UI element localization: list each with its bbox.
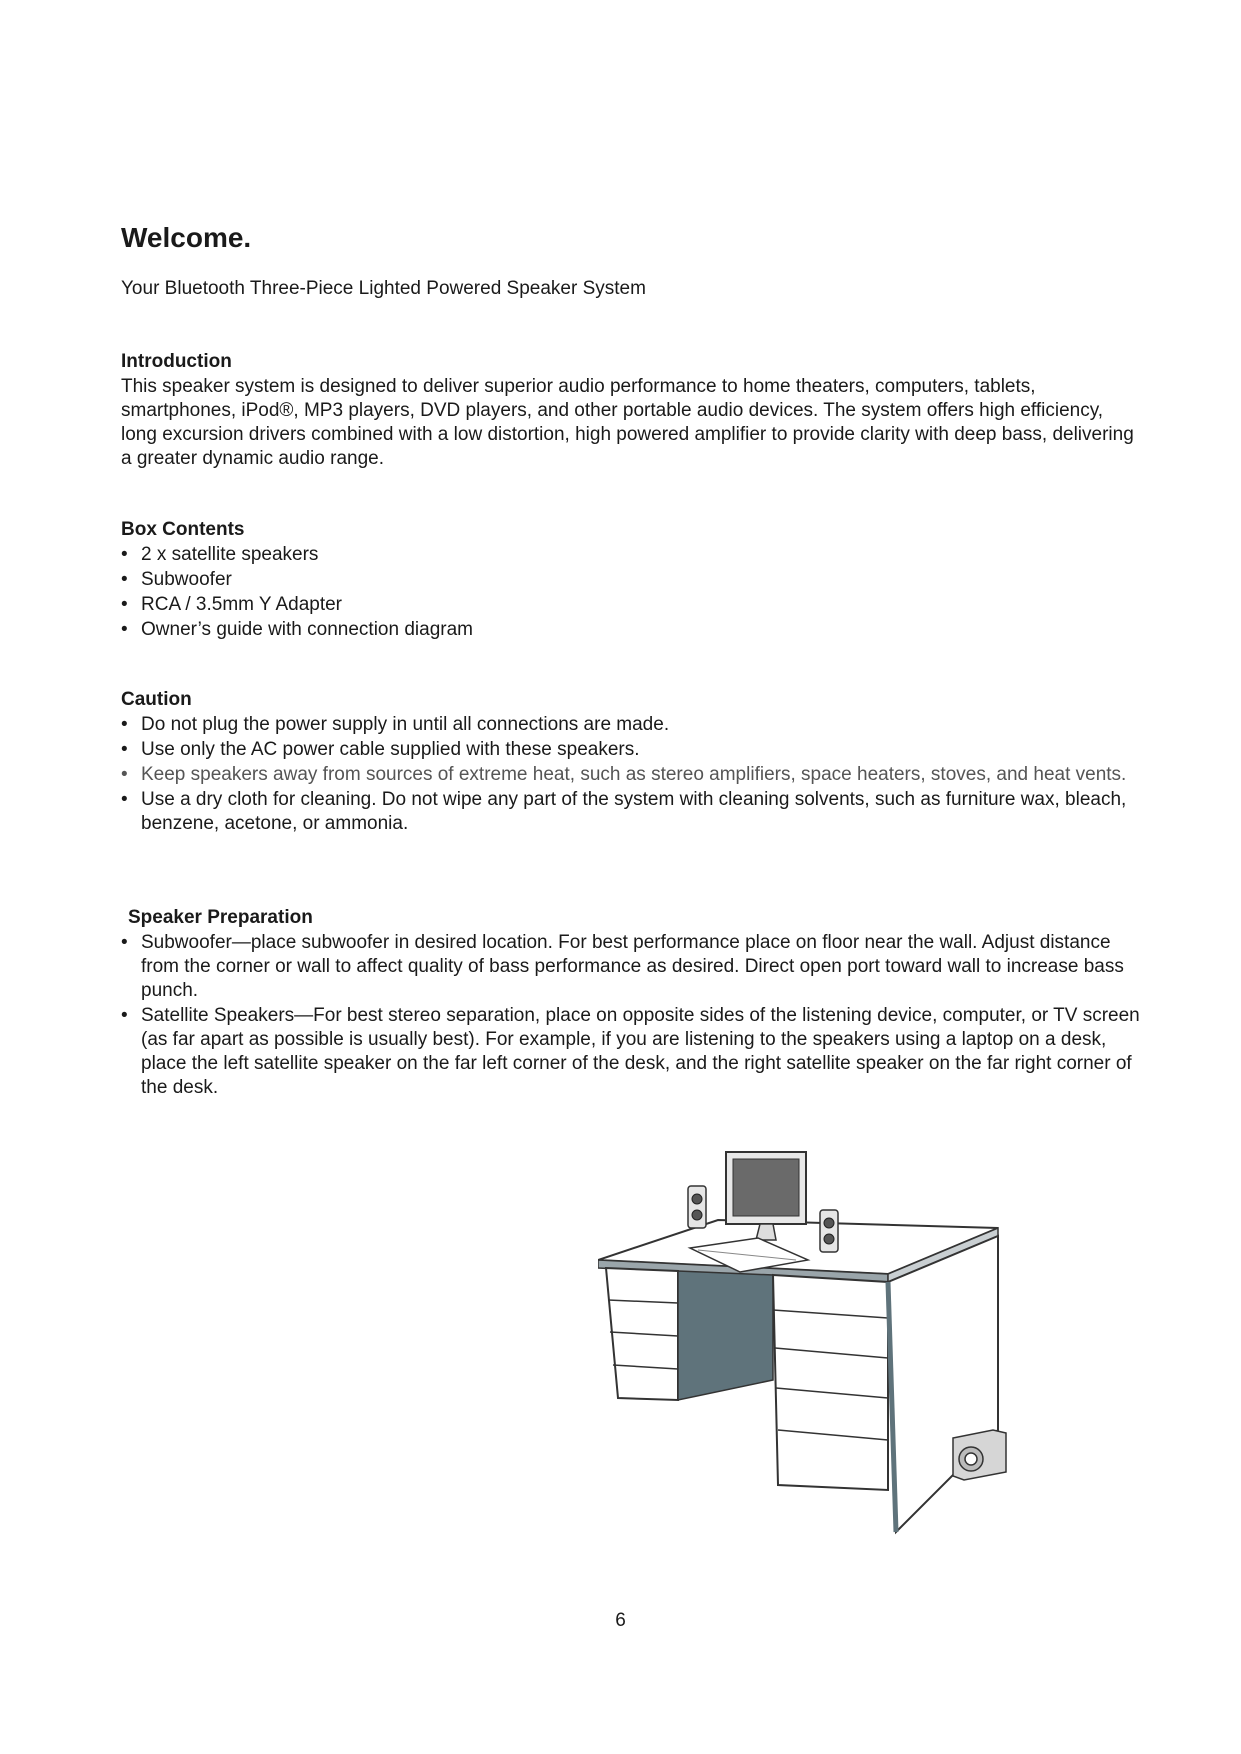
list-item: • Subwoofer—place subwoofer in desired location. For best performance place on floor near the wall. Adjust distance from the corner or wall to affect quality of bass performance as desired. Direct open port toward wall to increase bass punch. bbox=[121, 931, 1141, 1003]
right-pedestal bbox=[773, 1275, 888, 1490]
right-satellite-speaker bbox=[820, 1210, 838, 1252]
desk-side-panel bbox=[888, 1236, 998, 1532]
introduction-text: This speaker system is designed to deliver superior audio performance to home theaters, computers, tablets, smartphones, iPod®, MP3 players, DVD players, and other portable audio devices. The system offers high efficiency, long excursion drivers combined with a low distortion, high powered amplifier to provide clarity with deep bass, delivering a greater dynamic audio range. bbox=[121, 376, 1134, 469]
page-title: Welcome. bbox=[121, 222, 252, 253]
list-item: • Subwoofer bbox=[121, 568, 1141, 592]
speaker-preparation-heading: Speaker Preparation bbox=[128, 907, 313, 928]
desk-setup-illustration bbox=[598, 1150, 1018, 1540]
list-item: • Use only the AC power cable supplied with these speakers. bbox=[121, 738, 1141, 762]
list-item: • Satellite Speakers—For best stereo separation, place on opposite sides of the listening device, computer, or TV screen (as far apart as possible is usually best). For example, if you are listening to the speakers using a laptop on a desk, place the left satellite speaker on the far left corner of the desk, and the right satellite speaker on the far right corner of the desk. bbox=[121, 1004, 1141, 1100]
list-item: • Use a dry cloth for cleaning. Do not wipe any part of the system with cleaning solvents, such as furniture wax, bleach, benzene, acetone, or ammonia. bbox=[121, 788, 1141, 836]
caution-heading: Caution bbox=[121, 689, 192, 710]
list-item: • RCA / 3.5mm Y Adapter bbox=[121, 593, 1141, 617]
speaker-preparation-section bbox=[121, 906, 1141, 1101]
box-contents-list bbox=[121, 543, 1141, 642]
list-item: • 2 x satellite speakers bbox=[121, 543, 1141, 567]
box-contents-heading: Box Contents bbox=[121, 519, 245, 540]
desk-back-panel bbox=[678, 1271, 773, 1400]
list-item: • Do not plug the power supply in until all connections are made. bbox=[121, 713, 1141, 737]
left-satellite-speaker bbox=[688, 1186, 706, 1228]
introduction-heading: Introduction bbox=[121, 351, 232, 372]
caution-list bbox=[121, 713, 1141, 836]
list-item: • Keep speakers away from sources of extreme heat, such as stereo amplifiers, space heaters, stoves, and heat vents. bbox=[121, 763, 1141, 787]
introduction-section bbox=[121, 350, 1141, 471]
page-subtitle: Your Bluetooth Three-Piece Lighted Powered Speaker System bbox=[121, 278, 646, 299]
speaker-preparation-list bbox=[121, 931, 1141, 1100]
list-item: • Owner’s guide with connection diagram bbox=[121, 618, 1141, 642]
box-contents-section bbox=[121, 518, 1141, 643]
monitor-screen bbox=[733, 1159, 799, 1216]
caution-section bbox=[121, 688, 1141, 837]
page-number: 6 bbox=[615, 1610, 626, 1631]
